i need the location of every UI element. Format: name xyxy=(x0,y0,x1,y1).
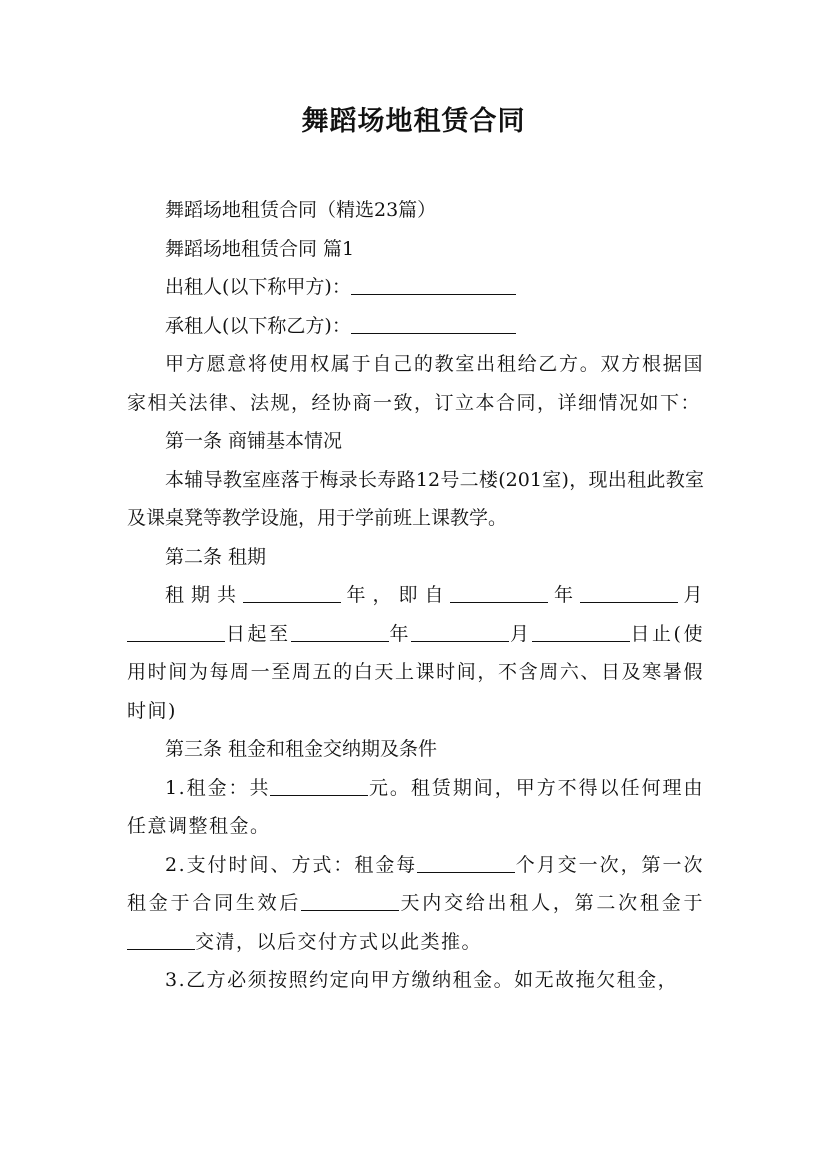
subtitle: 舞蹈场地租赁合同（精选23篇） xyxy=(165,199,437,221)
art2-text-5: 日起至 xyxy=(225,622,291,645)
item-1-text-1: 1.租金：共 xyxy=(165,776,271,799)
art2-text-7: 月 xyxy=(509,622,532,645)
article-2-text xyxy=(127,576,704,730)
lessee-label: 承租人(以下称乙方)： xyxy=(165,314,351,337)
art2-text-3: 年 xyxy=(548,584,580,606)
intro-paragraph: 甲方愿意将使用权属于自己的教室出租给乙方。双方根据国家相关法律、法规，经协商一致，订立本合同，详细情况如下： xyxy=(127,353,704,414)
art2-text-6: 年 xyxy=(388,622,412,645)
lessor-label: 出租人(以下称甲方)： xyxy=(165,276,351,298)
end-year-blank xyxy=(291,621,389,642)
item-3-obligation: 3.乙方必须按照约定向甲方缴纳租金。如无故拖欠租金， xyxy=(165,969,679,991)
item-1-rent xyxy=(127,769,704,846)
item-2-text-3: 天内交给出租人，第二次租金于 xyxy=(399,892,704,914)
article-2-title: 第二条 租期 xyxy=(165,545,267,568)
lessee-blank xyxy=(351,313,516,334)
lessor-blank xyxy=(351,274,516,295)
start-day-blank xyxy=(127,621,225,642)
lease-years-blank xyxy=(243,582,341,603)
document-body xyxy=(127,191,704,1000)
second-payment-blank xyxy=(127,929,195,950)
document-title: 舞蹈场地租赁合同 xyxy=(301,106,526,137)
start-year-blank xyxy=(450,582,548,603)
art2-text-2: 年，即自 xyxy=(340,584,451,606)
article-1-text: 本辅导教室座落于梅录长寿路12号二楼(201室)，现出租此教室及课桌凳等教学设施，用于学前班上课教学。 xyxy=(127,468,704,529)
art2-text-1: 租期共 xyxy=(165,584,243,606)
art2-text-4: 月 xyxy=(677,584,704,606)
article-1-title: 第一条 商铺基本情况 xyxy=(165,430,343,452)
section-heading: 舞蹈场地租赁合同 篇1 xyxy=(165,237,355,260)
art2-text-8: 日止(使用时间为每周一至周五的白天上课时间，不含周六、日及寒暑假时间) xyxy=(127,622,704,722)
end-month-blank xyxy=(411,621,509,642)
item-2-text-4: 交清，以后交付方式以此类推。 xyxy=(195,930,483,953)
start-month-blank xyxy=(580,582,678,603)
article-3-title: 第三条 租金和租金交纳期及条件 xyxy=(165,738,438,760)
payment-months-blank xyxy=(417,852,515,873)
payment-days-blank xyxy=(301,890,399,911)
item-2-payment xyxy=(127,846,704,962)
lessor-line xyxy=(127,268,704,307)
end-day-blank xyxy=(532,621,630,642)
rent-amount-blank xyxy=(270,775,368,796)
item-1-text-2: 元。租赁期间，甲方不得以任何理由任意调整租金。 xyxy=(127,776,704,837)
item-2-text-2: 个月交一次，第一次租金于合同生效后 xyxy=(127,853,704,914)
item-2-text-1: 2.支付时间、方式：租金每 xyxy=(165,853,418,876)
lessee-line xyxy=(127,307,704,346)
